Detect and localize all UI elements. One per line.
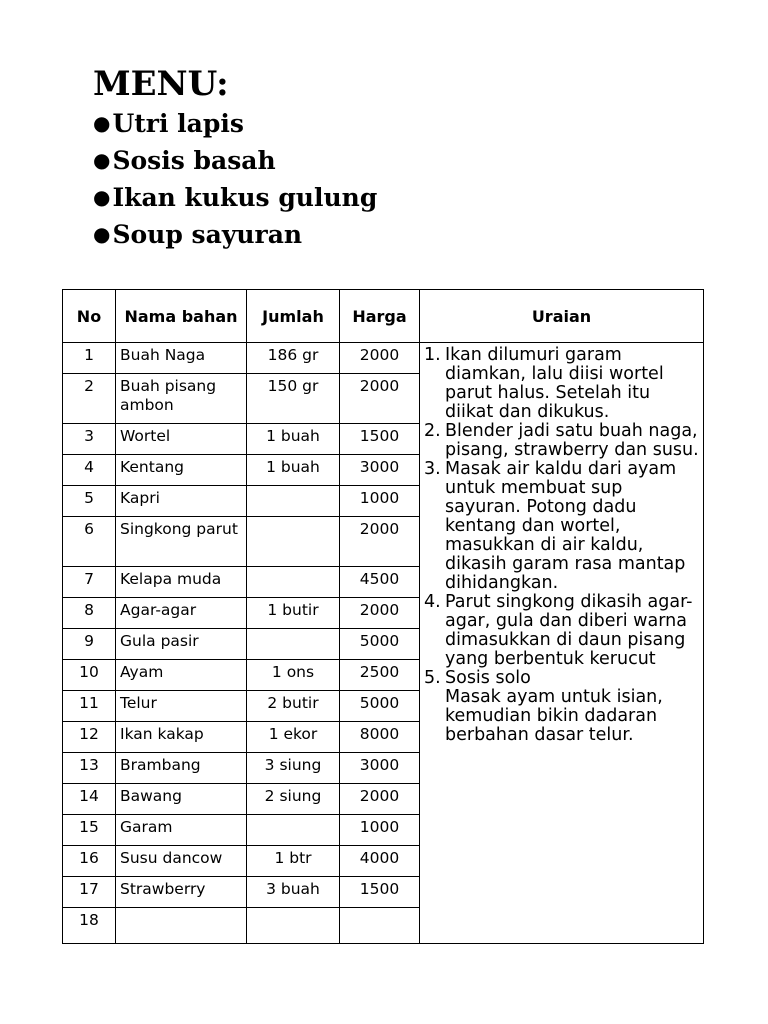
bullet-icon: ● <box>93 148 111 172</box>
cell-jumlah: 1 ons <box>247 660 340 691</box>
cell-no: 12 <box>63 722 116 753</box>
step-number: 4. <box>424 592 441 612</box>
step-text: Masak air kaldu dari ayam untuk membuat sup sayuran. Potong dadu kentang dan wortel, masukkan di air kaldu, dikasih garam rasa mantap dihidangkan. <box>445 459 686 593</box>
uraian-steps <box>424 346 699 688</box>
cell-no: 6 <box>63 517 116 567</box>
cell-no: 16 <box>63 846 116 877</box>
cell-harga: 3000 <box>340 455 420 486</box>
cell-harga: 2500 <box>340 660 420 691</box>
step-number: 1. <box>424 345 441 365</box>
cell-harga: 2000 <box>340 784 420 815</box>
cell-harga: 8000 <box>340 722 420 753</box>
step-text: Parut singkong dikasih agar-agar, gula dan diberi warna dimasukkan di daun pisang yang berbentuk kerucut <box>445 592 693 669</box>
cell-nama-bahan: Kentang <box>116 455 247 486</box>
header-uraian: Uraian <box>420 290 704 343</box>
header-jumlah: Jumlah <box>247 290 340 343</box>
cell-harga: 5000 <box>340 629 420 660</box>
cell-jumlah <box>247 486 340 517</box>
cell-nama-bahan: Ayam <box>116 660 247 691</box>
cell-no: 3 <box>63 424 116 455</box>
cell-harga: 2000 <box>340 343 420 374</box>
cell-jumlah: 1 buah <box>247 424 340 455</box>
uraian-step <box>424 346 699 422</box>
step-number: 5. <box>424 668 441 688</box>
cell-no: 1 <box>63 343 116 374</box>
cell-nama-bahan: Agar-agar <box>116 598 247 629</box>
cell-no: 10 <box>63 660 116 691</box>
cell-jumlah: 1 btr <box>247 846 340 877</box>
cell-jumlah <box>247 567 340 598</box>
cell-harga <box>340 908 420 944</box>
table-row <box>63 343 704 374</box>
cell-nama-bahan: Wortel <box>116 424 247 455</box>
cell-jumlah <box>247 629 340 660</box>
cell-no: 13 <box>63 753 116 784</box>
cell-jumlah: 2 butir <box>247 691 340 722</box>
cell-harga: 3000 <box>340 753 420 784</box>
cell-nama-bahan <box>116 908 247 944</box>
cell-harga: 1000 <box>340 486 420 517</box>
uraian-extra-text: Masak ayam untuk isian, kemudian bikin dadaran berbahan dasar telur. <box>445 687 663 745</box>
cell-no: 18 <box>63 908 116 944</box>
cell-nama-bahan: Kelapa muda <box>116 567 247 598</box>
cell-harga: 1500 <box>340 424 420 455</box>
cell-harga: 4000 <box>340 846 420 877</box>
cell-jumlah <box>247 815 340 846</box>
uraian-step <box>424 593 699 669</box>
uraian-step <box>424 669 699 688</box>
cell-jumlah: 3 siung <box>247 753 340 784</box>
menu-item: ●Ikan kukus gulung <box>93 183 378 212</box>
menu-list <box>93 106 377 254</box>
cell-harga: 2000 <box>340 374 420 424</box>
uraian-step <box>424 422 699 460</box>
cell-nama-bahan: Singkong parut <box>116 517 247 567</box>
cell-nama-bahan: Strawberry <box>116 877 247 908</box>
ingredients-table <box>62 289 704 944</box>
step-text: Blender jadi satu buah naga, pisang, strawberry dan susu. <box>445 421 699 460</box>
cell-nama-bahan: Susu dancow <box>116 846 247 877</box>
cell-harga: 5000 <box>340 691 420 722</box>
cell-nama-bahan: Garam <box>116 815 247 846</box>
menu-item: ●Sosis basah <box>93 146 276 175</box>
cell-harga: 1500 <box>340 877 420 908</box>
bullet-icon: ● <box>93 111 111 135</box>
cell-jumlah: 1 buah <box>247 455 340 486</box>
menu-item: ●Soup sayuran <box>93 220 303 249</box>
cell-jumlah <box>247 908 340 944</box>
cell-nama-bahan: Gula pasir <box>116 629 247 660</box>
cell-harga: 1000 <box>340 815 420 846</box>
cell-no: 11 <box>63 691 116 722</box>
header-nama-bahan: Nama bahan <box>116 290 247 343</box>
header-no: No <box>63 290 116 343</box>
cell-nama-bahan: Buah pisang ambon <box>116 374 247 424</box>
cell-no: 15 <box>63 815 116 846</box>
cell-no: 2 <box>63 374 116 424</box>
cell-nama-bahan: Bawang <box>116 784 247 815</box>
cell-no: 17 <box>63 877 116 908</box>
step-number: 3. <box>424 459 441 479</box>
uraian-cell <box>420 343 704 944</box>
uraian-step <box>424 460 699 593</box>
cell-jumlah: 3 buah <box>247 877 340 908</box>
cell-jumlah: 186 gr <box>247 343 340 374</box>
header-harga: Harga <box>340 290 420 343</box>
step-text: Sosis solo <box>445 668 531 688</box>
cell-jumlah: 150 gr <box>247 374 340 424</box>
cell-nama-bahan: Brambang <box>116 753 247 784</box>
menu-item: ●Utri lapis <box>93 109 244 138</box>
step-text: Ikan dilumuri garam diamkan, lalu diisi wortel parut halus. Setelah itu diikat dan dikukus. <box>445 345 664 422</box>
menu-title: MENU: <box>93 64 229 104</box>
cell-no: 8 <box>63 598 116 629</box>
cell-no: 9 <box>63 629 116 660</box>
cell-no: 5 <box>63 486 116 517</box>
cell-no: 7 <box>63 567 116 598</box>
cell-jumlah: 1 ekor <box>247 722 340 753</box>
cell-no: 14 <box>63 784 116 815</box>
cell-jumlah: 1 butir <box>247 598 340 629</box>
bullet-icon: ● <box>93 222 111 246</box>
menu-section <box>93 62 377 254</box>
cell-harga: 2000 <box>340 517 420 567</box>
cell-nama-bahan: Ikan kakap <box>116 722 247 753</box>
cell-harga: 2000 <box>340 598 420 629</box>
step-number: 2. <box>424 421 441 441</box>
cell-nama-bahan: Buah Naga <box>116 343 247 374</box>
bullet-icon: ● <box>93 185 111 209</box>
cell-nama-bahan: Telur <box>116 691 247 722</box>
cell-no: 4 <box>63 455 116 486</box>
table-header-row <box>63 290 704 343</box>
cell-jumlah <box>247 517 340 567</box>
cell-jumlah: 2 siung <box>247 784 340 815</box>
cell-harga: 4500 <box>340 567 420 598</box>
cell-nama-bahan: Kapri <box>116 486 247 517</box>
